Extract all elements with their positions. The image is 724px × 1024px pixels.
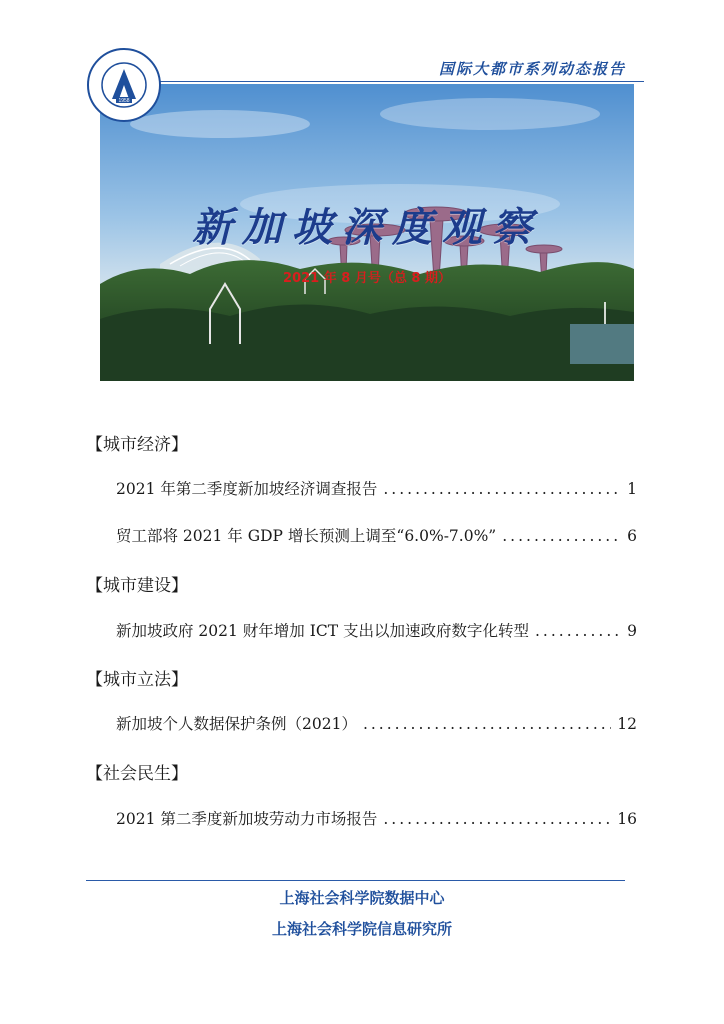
toc-entry-title: 2021 第二季度新加坡劳动力市场报告: [116, 810, 378, 828]
toc-section-heading: 【城市经济】: [86, 435, 188, 455]
academy-logo: [86, 47, 162, 123]
org-name-data-center: 上海社会科学院数据中心: [279, 889, 445, 907]
toc-entry-page: 9: [627, 622, 637, 640]
toc-entry[interactable]: [116, 524, 637, 546]
cover-title: 新加坡深度观察: [192, 204, 542, 251]
org-name-info-institute: 上海社会科学院信息研究所: [271, 920, 452, 938]
toc-entry[interactable]: [116, 619, 637, 641]
toc-entry[interactable]: [116, 712, 637, 734]
cover-image: [100, 84, 634, 381]
toc-entry-title: 2021 年第二季度新加坡经济调查报告: [116, 480, 378, 498]
toc-entry-page: 1: [627, 480, 637, 498]
header-divider: [160, 81, 644, 82]
toc-leader-dots: [535, 622, 621, 640]
toc-entry-page: 16: [617, 810, 637, 828]
series-title: 国际大都市系列动态报告: [438, 60, 626, 78]
logo-year: 1958: [118, 98, 130, 104]
toc-entry-page: 12: [617, 715, 637, 733]
toc-section-heading: 【城市立法】: [86, 670, 188, 690]
toc-leader-dots: [383, 480, 621, 498]
toc-entry-title: 新加坡政府 2021 财年增加 ICT 支出以加速政府数字化转型: [116, 622, 529, 640]
toc-leader-dots: [383, 810, 611, 828]
toc-leader-dots: [502, 527, 621, 545]
issue-label: 2021 年 8 月号（总 8 期）: [283, 271, 451, 286]
toc-entry[interactable]: [116, 807, 637, 829]
toc-entry-title: 新加坡个人数据保护条例（2021）: [116, 715, 357, 733]
toc-entry-page: 6: [627, 527, 637, 545]
toc-section-heading: 【城市建设】: [86, 576, 188, 596]
toc-entry-title: 贸工部将 2021 年 GDP 增长预测上调至“6.0%-7.0%”: [116, 527, 497, 545]
toc-leader-dots: [363, 715, 611, 733]
toc-section-heading: 【社会民生】: [86, 764, 188, 784]
toc-entry[interactable]: [116, 477, 637, 499]
footer-divider: [86, 880, 625, 881]
